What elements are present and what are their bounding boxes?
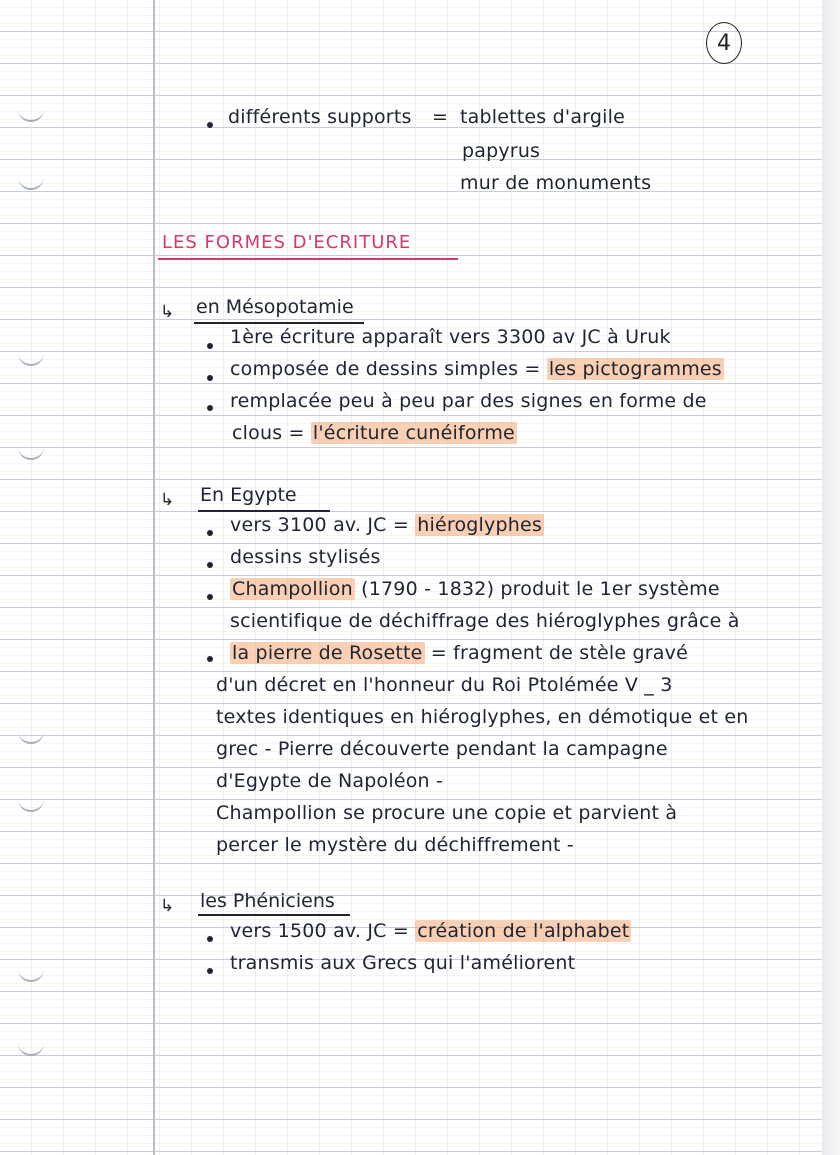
support-item: papyrus [462,140,541,162]
subheading-pheniciens: les Phéniciens [200,890,335,912]
highlighted-term: hiéroglyphes [417,514,542,536]
supports-label: différents supports [228,106,412,128]
bullet-icon [207,343,213,349]
support-item: tablettes d'argile [460,106,625,128]
binder-hole [18,962,44,982]
note-line: scientifique de déchiffrage des hiéroglyphes grâce à [230,610,740,632]
note-line: dessins stylisés [230,546,381,568]
subheading-underline [198,914,350,916]
note-line: 1ère écriture apparaît vers 3300 av JC à Uruk [230,326,671,348]
note-line: d'un décret en l'honneur du Roi Ptolémée V _ 3 [216,674,673,696]
note-line: remplacée peu à peu par des signes en forme de [230,390,707,412]
note-line: percer le mystère du déchiffrement - [216,834,574,856]
highlighted-term: création de l'alphabet [417,920,630,942]
arrow-icon: ↳ [160,896,175,916]
supports-equals: = [432,106,449,128]
note-line: clous = l'écriture cunéiforme [232,422,515,444]
page-edge [822,0,840,1155]
note-line: grec - Pierre découverte pendant la campagne [216,738,668,760]
highlighted-term: l'écriture cunéiforme [312,422,515,444]
subheading-egypte: En Egypte [200,484,297,506]
note-line: d'Egypte de Napoléon - [216,770,444,792]
note-line: Champollion se procure une copie et parvient à [216,802,678,824]
bullet-icon [207,936,213,942]
bullet-icon [207,375,213,381]
highlighted-term: la pierre de Rosette [232,642,423,664]
title-underline [158,258,458,260]
bullet-icon [207,405,213,411]
note-line: vers 1500 av. JC = création de l'alphabet [230,920,630,942]
binder-hole [18,346,44,366]
note-line: Champollion (1790 - 1832) produit le 1er système [232,578,720,600]
binder-hole [18,170,44,190]
bullet-icon [207,122,213,128]
subheading-mesopotamie: en Mésopotamie [196,296,354,318]
section-title: LES FORMES D'ECRITURE [162,232,412,253]
margin-line [153,0,155,1155]
page-number: 4 [706,22,742,64]
note-line: composée de dessins simples = les pictogrammes [230,358,722,380]
subheading-underline [198,510,330,512]
binder-hole [18,440,44,460]
note-line: transmis aux Grecs qui l'améliorent [230,952,576,974]
binder-hole [18,102,44,122]
highlighted-term: les pictogrammes [548,358,722,380]
subheading-underline [194,322,364,324]
binder-hole [18,792,44,812]
binder-hole [18,724,44,744]
bullet-icon [207,656,213,662]
note-line: vers 3100 av. JC = hiéroglyphes [230,514,542,536]
arrow-icon: ↳ [160,302,175,322]
bullet-icon [207,562,213,568]
bullet-icon [207,968,213,974]
arrow-icon: ↳ [160,490,175,510]
support-item: mur de monuments [460,172,652,194]
note-line: textes identiques en hiéroglyphes, en démotique et en [216,706,749,728]
note-line: la pierre de Rosette = fragment de stèle gravé [232,642,688,664]
highlighted-term: Champollion [232,578,353,600]
binder-hole [18,1036,44,1056]
bullet-icon [207,530,213,536]
bullet-icon [207,594,213,600]
